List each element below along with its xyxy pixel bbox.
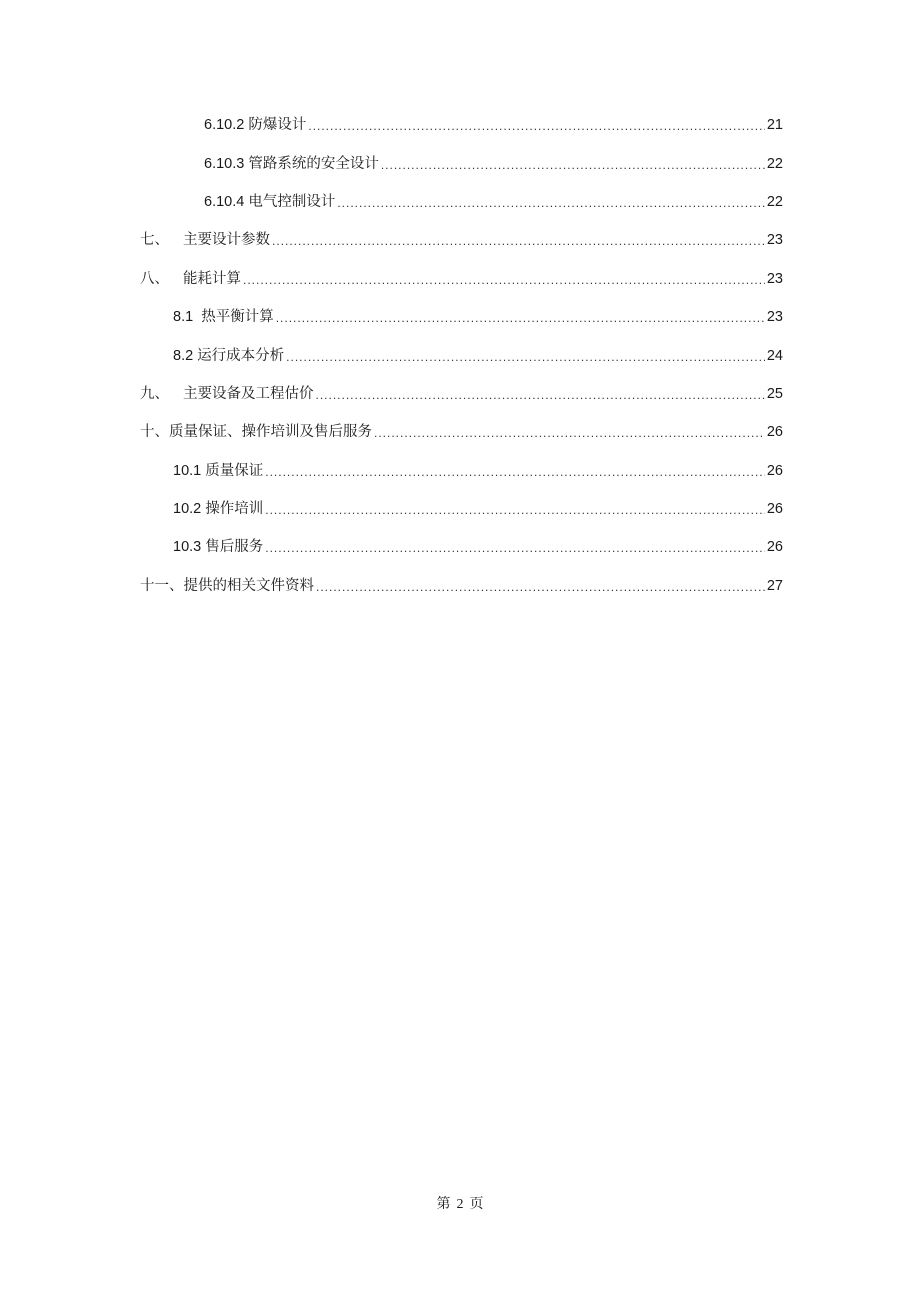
toc-entry-title: [173, 537, 263, 557]
toc-entry-page: 23: [766, 270, 783, 287]
toc-entry-number: 10.1: [173, 462, 202, 479]
dot-leader: [243, 270, 765, 290]
toc-entry-page: 25: [766, 385, 783, 402]
dot-leader: [272, 231, 765, 251]
toc-entry[interactable]: [0, 298, 783, 336]
toc-entry-text: 主要设计参数: [183, 232, 270, 249]
toc-entry[interactable]: [0, 413, 783, 451]
toc-entry[interactable]: [0, 221, 783, 259]
toc-entry-text: 操作培训: [205, 501, 264, 518]
dot-leader: [316, 385, 765, 405]
toc-entry[interactable]: [0, 375, 783, 413]
toc-entry-number: 6.10.3: [204, 155, 245, 172]
toc-entry-title: [173, 346, 284, 366]
toc-entry-page: 23: [766, 232, 783, 249]
toc-entry-title: [173, 499, 263, 519]
page-footer: [0, 1193, 920, 1213]
toc-entry-text: 提供的相关文件资料: [183, 577, 314, 594]
toc-entry-number: 8.1: [173, 309, 194, 326]
toc-entry[interactable]: [0, 490, 783, 528]
toc-entry-text: 质量保证: [205, 462, 264, 479]
toc-entry-text: 电气控制设计: [248, 193, 336, 210]
toc-entry-page: 26: [766, 424, 783, 441]
toc-entry[interactable]: [0, 528, 783, 566]
toc-entry-number: 十、: [140, 424, 169, 441]
footer-prefix: 第: [436, 1197, 451, 1212]
dot-leader: [308, 116, 765, 136]
dot-leader: [337, 193, 765, 213]
toc-entry[interactable]: [0, 183, 783, 221]
toc-entry[interactable]: [0, 452, 783, 490]
dot-leader: [265, 462, 765, 482]
toc-entry-page: 27: [766, 577, 783, 594]
dot-leader: [374, 423, 765, 443]
toc-entry-title: [140, 230, 270, 250]
toc-entry[interactable]: [0, 567, 783, 605]
toc-entry-page: 26: [766, 462, 783, 479]
toc-entry-number: 九、: [140, 385, 169, 402]
toc-entry-page: 23: [766, 309, 783, 326]
toc-entry-page: 22: [766, 155, 783, 172]
toc-entry-page: 24: [766, 347, 783, 364]
toc-entry-title: [204, 115, 306, 135]
toc-entry-title: [140, 422, 372, 442]
toc-entry[interactable]: [0, 144, 783, 182]
toc-entry-number: 6.10.4: [204, 193, 245, 210]
dot-leader: [381, 155, 765, 175]
toc-entry-title: [140, 576, 314, 596]
toc-entry-title: [204, 192, 335, 212]
toc-entry-text: 热平衡计算: [197, 309, 274, 326]
dot-leader: [265, 500, 765, 520]
toc-entry-number: 七、: [140, 232, 169, 249]
dot-leader: [286, 347, 765, 367]
toc-entry[interactable]: [0, 106, 783, 144]
toc-entry[interactable]: [0, 260, 783, 298]
toc-entry-title: [140, 384, 314, 404]
toc-entry-page: 21: [766, 117, 783, 134]
toc-entry-number: 10.2: [173, 501, 202, 518]
toc-entry-page: 22: [766, 193, 783, 210]
toc-entry-number: 6.10.2: [204, 117, 245, 134]
toc-entry-page: 26: [766, 539, 783, 556]
toc-entry-number: 10.3: [173, 539, 202, 556]
toc-entry-text: 质量保证、操作培训及售后服务: [169, 424, 372, 441]
toc-entry-text: 管路系统的安全设计: [248, 155, 379, 172]
footer-suffix: 页: [469, 1197, 484, 1212]
toc-entry-text: 防爆设计: [248, 117, 307, 134]
toc-entry-text: 能耗计算: [183, 270, 241, 287]
toc-entry-number: 八、: [140, 270, 169, 287]
toc-entry-number: 十一、: [140, 577, 184, 594]
toc-entry-title: [204, 154, 379, 174]
dot-leader: [316, 577, 765, 597]
footer-page-number: 2: [456, 1197, 464, 1212]
toc-entry-title: [140, 269, 241, 289]
toc-entry-title: [173, 307, 274, 327]
toc-entry-number: 8.2: [173, 347, 194, 364]
toc-entry[interactable]: [0, 336, 783, 374]
dot-leader: [265, 538, 765, 558]
toc-entry-title: [173, 461, 263, 481]
toc-entry-page: 26: [766, 501, 783, 518]
table-of-contents: [0, 106, 920, 605]
toc-entry-text: 运行成本分析: [197, 347, 285, 364]
toc-entry-text: 售后服务: [205, 539, 264, 556]
toc-entry-text: 主要设备及工程估价: [183, 385, 314, 402]
dot-leader: [276, 308, 765, 328]
